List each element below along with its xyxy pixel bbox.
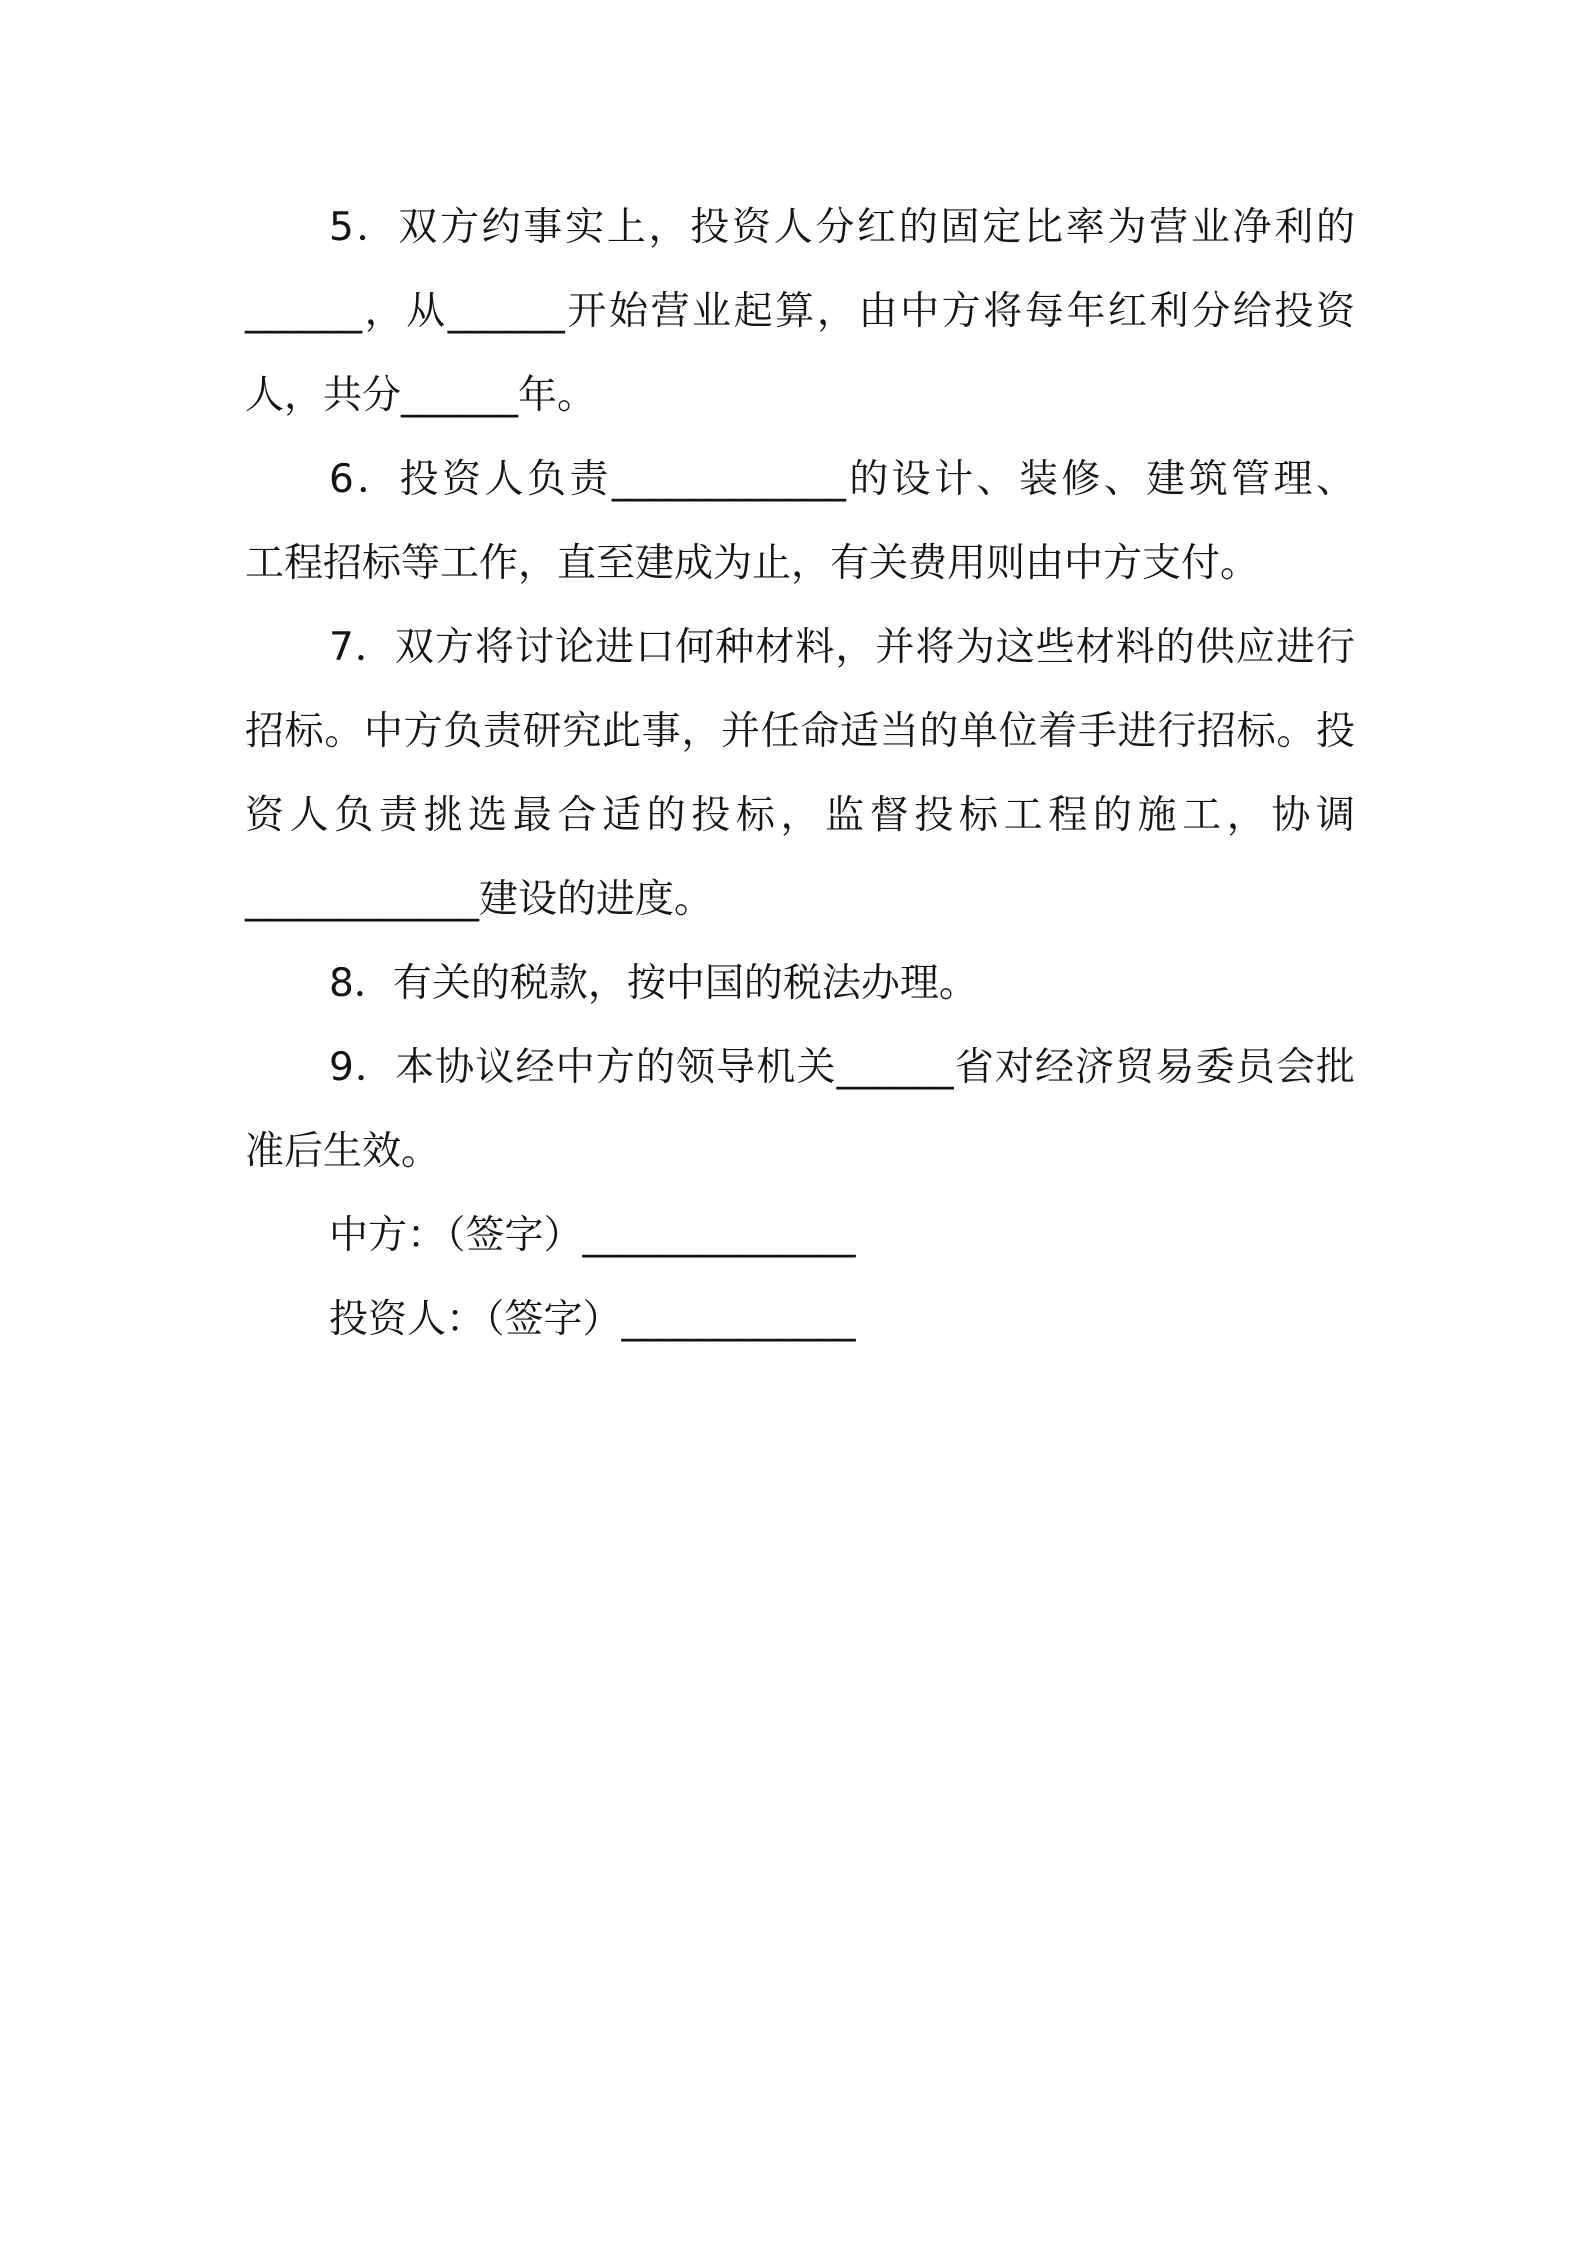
clause-6-line-1: 6．投资人负责____________的设计、装修、建筑管理、	[329, 457, 1355, 502]
signature-china-party-label: 中方：（签字）	[329, 1213, 583, 1258]
document-body	[245, 186, 1355, 1362]
clause-8	[245, 942, 1355, 1026]
signature-block	[245, 1194, 1355, 1362]
clause-5-line-1: 5．双方约事实上，投资人分红的固定比率为营业净利的	[329, 205, 1355, 250]
signature-investor	[245, 1278, 1355, 1362]
signature-investor-blank: ____________	[621, 1297, 856, 1342]
clause-9-line-2: 准后生效。	[245, 1129, 441, 1174]
clause-5-line-3: 人，共分______年。	[245, 373, 597, 418]
clause-7-line-4: ____________建设的进度。	[245, 877, 714, 922]
signature-china-party	[245, 1194, 1355, 1278]
clause-7	[245, 606, 1355, 942]
clause-5-line-2: ______，从______开始营业起算，由中方将每年红利分给投资	[245, 289, 1355, 334]
signature-china-party-blank: ______________	[582, 1213, 856, 1258]
clause-7-line-1: 7．双方将讨论进口何种材料，并将为这些材料的供应进行	[329, 625, 1355, 670]
clause-9	[245, 1026, 1355, 1194]
clause-9-line-1: 9．本协议经中方的领导机关______省对经济贸易委员会批	[329, 1045, 1355, 1090]
clause-7-line-2: 招标。中方负责研究此事，并任命适当的单位着手进行招标。投	[245, 709, 1355, 754]
clause-6	[245, 438, 1355, 606]
clause-6-line-2: 工程招标等工作，直至建成为止，有关费用则由中方支付。	[245, 541, 1260, 586]
clause-7-line-3: 资人负责挑选最合适的投标，监督投标工程的施工，协调	[245, 793, 1355, 838]
clause-8-line-1: 8．有关的税款，按中国的税法办理。	[329, 961, 978, 1006]
signature-investor-label: 投资人：（签字）	[329, 1297, 622, 1342]
clause-5	[245, 186, 1355, 438]
